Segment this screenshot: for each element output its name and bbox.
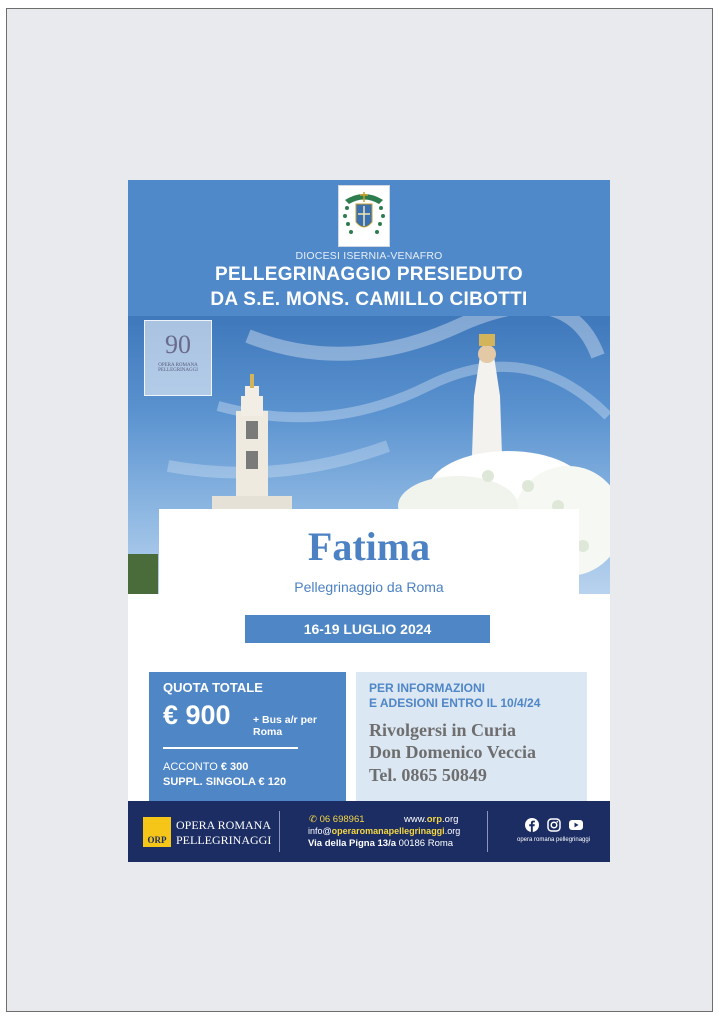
- footer-address: [308, 838, 453, 849]
- email-suffix: .org: [444, 826, 461, 836]
- price-box: [149, 672, 346, 802]
- destination-subtitle: Pellegrinaggio da Roma: [294, 579, 444, 595]
- email-prefix: info@: [308, 826, 332, 836]
- deposit-line: [163, 761, 248, 773]
- coat-of-arms-icon: [338, 185, 390, 247]
- address-street: Via della Pigna 13/a: [308, 838, 397, 849]
- social-handle: opera romana pellegrinaggi: [517, 837, 591, 843]
- web-suffix: .org: [442, 814, 459, 825]
- web-domain: orp: [426, 814, 443, 825]
- anniversary-number: 90: [165, 330, 191, 359]
- info-line-phone[interactable]: Tel. 0865 50849: [369, 765, 487, 785]
- org-name-line2: PELLEGRINAGGI: [176, 833, 272, 847]
- info-line-contact: Don Domenico Veccia: [369, 742, 536, 762]
- page-frame: [6, 8, 713, 1012]
- diocese-name: DIOCESI ISERNIA-VENAFRO: [295, 250, 443, 262]
- email-domain: operaromanapellegrinaggi: [331, 826, 445, 836]
- orp-logo-icon: ORP: [143, 817, 171, 847]
- youtube-icon[interactable]: [569, 818, 583, 832]
- destination-title: Fatima: [307, 524, 431, 569]
- destination-box: [159, 509, 579, 605]
- poster-title-line1: PELLEGRINAGGIO PRESIEDUTO: [214, 264, 524, 285]
- footer-phone[interactable]: ✆ 06 698961: [309, 814, 365, 825]
- org-name-line1: OPERA ROMANA: [176, 818, 272, 832]
- poster-header: [128, 180, 610, 316]
- anniversary-text: OPERA ROMANA PELLEGRINAGGI: [158, 363, 198, 373]
- web-prefix: www.: [404, 814, 427, 825]
- poster-footer: [128, 801, 610, 862]
- poster-title-line2: DA S.E. MONS. CAMILLO CIBOTTI: [210, 289, 528, 310]
- deposit-value: € 300: [220, 761, 249, 773]
- pilgrimage-poster: [128, 180, 610, 862]
- info-line-curia: Rivolgersi in Curia: [369, 720, 516, 740]
- single-supplement: SUPPL. SINGOLA € 120: [163, 776, 287, 788]
- footer-website-link[interactable]: [404, 814, 458, 825]
- info-heading-line2: E ADESIONI ENTRO IL 10/4/24: [369, 696, 541, 710]
- footer-divider: [487, 811, 488, 852]
- instagram-icon[interactable]: [547, 818, 561, 832]
- address-city: 00186 Roma: [398, 838, 454, 849]
- price-divider: [163, 747, 298, 749]
- anniversary-90-logo: [144, 320, 212, 396]
- price-note: + Bus a/r per Roma: [253, 714, 317, 738]
- footer-divider: [279, 811, 280, 852]
- price-value: € 900: [163, 700, 231, 730]
- info-box: [356, 672, 587, 802]
- trip-dates: 16-19 LUGLIO 2024: [245, 615, 490, 643]
- facebook-icon[interactable]: [525, 818, 539, 832]
- deposit-label: ACCONTO: [163, 761, 221, 773]
- price-label: QUOTA TOTALE: [163, 680, 263, 695]
- info-heading-line1: PER INFORMAZIONI: [369, 681, 485, 695]
- footer-email-link[interactable]: [308, 826, 460, 836]
